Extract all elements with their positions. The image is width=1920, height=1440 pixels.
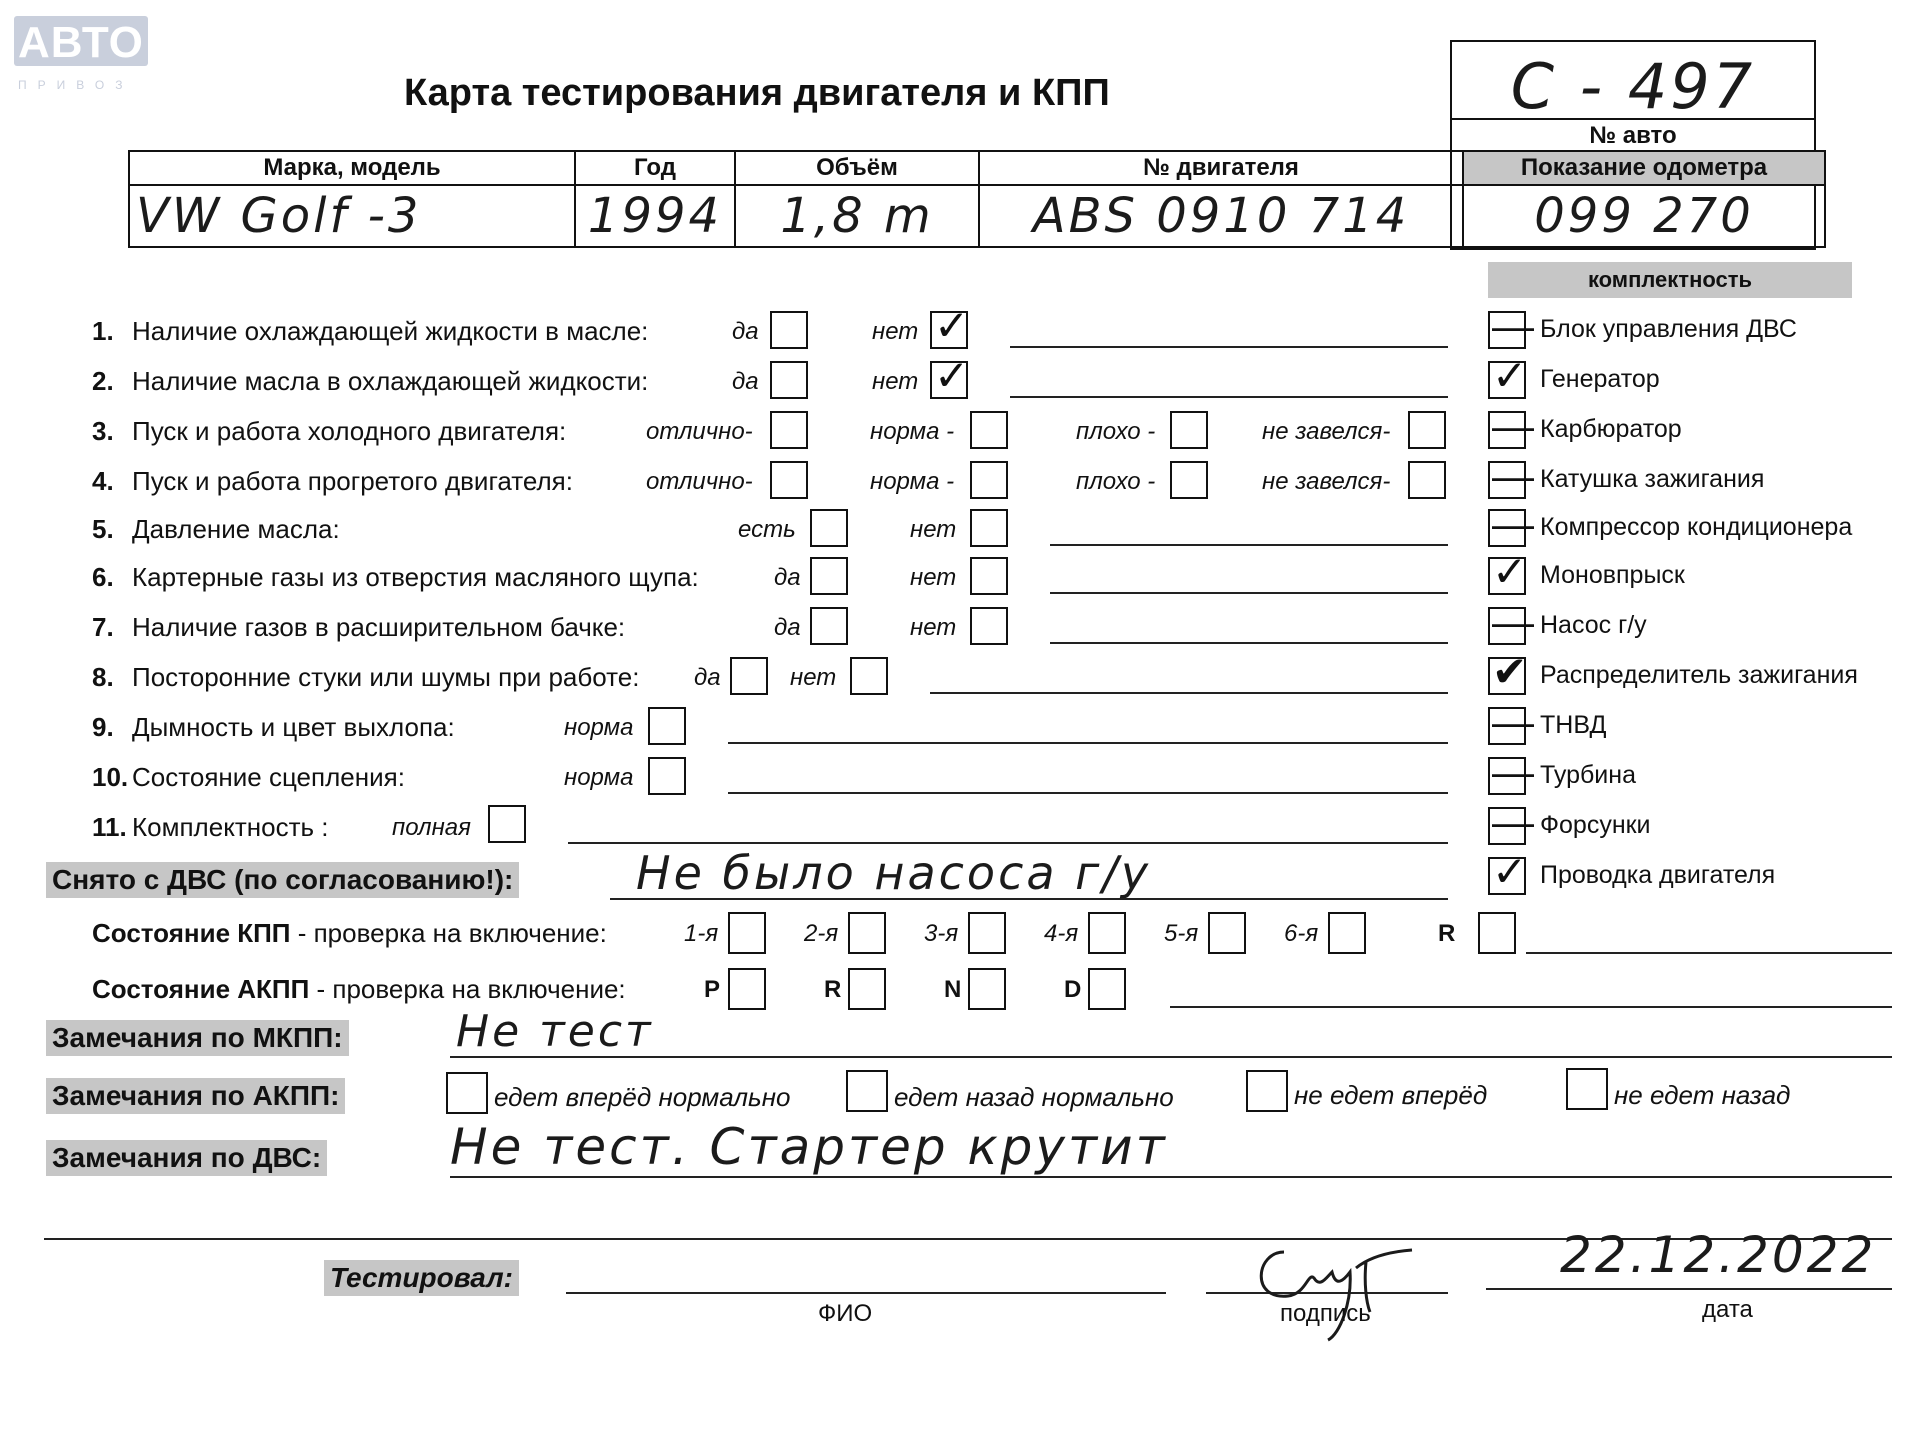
engine-header: № двигателя [979, 151, 1463, 185]
check-11-full-checkbox[interactable] [488, 805, 526, 843]
akpp-backward-ok: едет назад нормально [894, 1082, 1174, 1112]
check-4-num: 4. [92, 466, 114, 496]
check-10-norm: норма [564, 764, 634, 791]
kpp-gear-label: 3-я [924, 920, 959, 947]
remarks-dvs-value: Не тест. Стартер крутит [450, 1118, 1168, 1176]
check-3-excellent: отлично- [646, 418, 753, 445]
kpp-gear-checkbox[interactable] [1208, 912, 1246, 954]
check-4-norm: норма - [870, 468, 955, 495]
completeness-checkbox[interactable] [1488, 352, 1528, 399]
check-7-net: нет [910, 614, 957, 641]
check-6-net-checkbox[interactable] [970, 557, 1008, 595]
check-9-norm-checkbox[interactable] [648, 707, 686, 745]
akpp-gear-label: P [704, 976, 721, 1003]
dash-mark-icon: — [1492, 500, 1534, 547]
akpp-no-forward-checkbox[interactable] [1246, 1070, 1288, 1112]
check-1-line [1010, 346, 1448, 348]
check-3-bad: плохо - [1076, 418, 1156, 445]
check-5-net-checkbox[interactable] [970, 509, 1008, 547]
check-4-norm-checkbox[interactable] [970, 461, 1008, 499]
check-mark-icon: ✓ [934, 352, 970, 399]
odometer-value: 099 270 [1463, 185, 1825, 247]
check-9-label: Дымность и цвет выхлопа: [132, 712, 455, 742]
completeness-checkbox[interactable] [1488, 402, 1534, 449]
dash-mark-icon: — [1492, 302, 1534, 349]
dash-mark-icon: — [1492, 748, 1534, 795]
check-mark-icon: ✔ [1492, 648, 1528, 695]
check-4-nostart-checkbox[interactable] [1408, 461, 1446, 499]
date-label: дата [1702, 1296, 1753, 1323]
akpp-forward-ok: едет вперёд нормально [494, 1082, 791, 1112]
completeness-checkbox[interactable] [1488, 648, 1528, 695]
check-6-label: Картерные газы из отверстия масляного щупа: [132, 562, 699, 592]
completeness-item-label: Генератор [1540, 365, 1660, 393]
check-3-bad-checkbox[interactable] [1170, 411, 1208, 449]
make-header: Марка, модель [129, 151, 575, 185]
akpp-gear-checkbox[interactable] [848, 968, 886, 1010]
tested-label: Тестировал: [324, 1260, 519, 1296]
kpp-gear-label: 5-я [1164, 920, 1199, 947]
check-2-da-checkbox[interactable] [770, 361, 808, 399]
completeness-checkbox[interactable] [1488, 548, 1528, 595]
check-1-label: Наличие охлаждающей жидкости в масле: [132, 316, 649, 346]
completeness-item-label: Карбюратор [1540, 415, 1682, 443]
check-10-label: Состояние сцепления: [132, 762, 405, 792]
check-8-label: Посторонние стуки или шумы при работе: [132, 662, 640, 692]
check-5-est: есть [738, 516, 796, 543]
check-3-norm-checkbox[interactable] [970, 411, 1008, 449]
kpp-label-bold: Состояние КПП [92, 918, 291, 948]
check-2-net: нет [872, 368, 919, 395]
completeness-item-label: Блок управления ДВС [1540, 315, 1797, 343]
completeness-checkbox[interactable] [1488, 798, 1534, 845]
akpp-label-rest: - проверка на включение: [309, 974, 626, 1004]
akpp-no-backward-checkbox[interactable] [1566, 1068, 1608, 1110]
check-11-label: Комплектность : [132, 812, 329, 842]
check-8-da-checkbox[interactable] [730, 657, 768, 695]
signature-label: подпись [1280, 1300, 1371, 1327]
check-4-label: Пуск и работа прогретого двигателя: [132, 466, 573, 496]
vehicle-info-table [128, 150, 1826, 248]
kpp-label-rest: - проверка на включение: [290, 918, 607, 948]
check-7-da: да [774, 614, 801, 641]
dash-mark-icon: — [1492, 598, 1534, 645]
check-3-excellent-checkbox[interactable] [770, 411, 808, 449]
akpp-forward-ok-checkbox[interactable] [446, 1072, 488, 1114]
kpp-gear-checkbox[interactable] [1478, 912, 1516, 954]
check-mark-icon: ✓ [1492, 848, 1528, 895]
check-1-net-checkbox[interactable] [930, 302, 970, 349]
check-3-nostart: не завелся- [1262, 418, 1391, 445]
akpp-line [1170, 1006, 1892, 1008]
completeness-item-label: Турбина [1540, 761, 1636, 789]
page-title: Карта тестирования двигателя и КПП [404, 72, 1110, 114]
completeness-item-label: Форсунки [1540, 811, 1651, 839]
check-6-net: нет [910, 564, 957, 591]
logo-text: АВТО [18, 18, 144, 67]
fio-label: ФИО [818, 1300, 873, 1327]
remarks-dvs-line [450, 1176, 1892, 1178]
check-1-net: нет [872, 318, 919, 345]
completeness-checkbox[interactable] [1488, 598, 1534, 645]
dash-mark-icon: — [1492, 798, 1534, 845]
completeness-item-label: Моновпрыск [1540, 561, 1685, 589]
completeness-header: комплектность [1488, 262, 1852, 298]
kpp-gear-checkbox[interactable] [968, 912, 1006, 954]
remarks-mkpp-value: Не тест [456, 1006, 654, 1057]
kpp-line [1526, 952, 1892, 954]
check-3-num: 3. [92, 416, 114, 446]
akpp-label-bold: Состояние АКПП [92, 974, 310, 1004]
car-number-value: С - 497 [1510, 50, 1756, 123]
check-7-da-checkbox[interactable] [810, 607, 848, 645]
completeness-item-label: Компрессор кондиционера [1540, 513, 1853, 541]
removed-label: Снято с ДВС (по согласованию!): [46, 862, 519, 898]
dash-mark-icon: — [1492, 402, 1534, 449]
dash-mark-icon: — [1492, 452, 1534, 499]
completeness-checkbox[interactable] [1488, 848, 1528, 895]
engine-value: ABS 0910 714 [979, 185, 1463, 247]
completeness-item-label: Катушка зажигания [1540, 465, 1765, 493]
check-9-norm: норма [564, 714, 634, 741]
volume-header: Объём [735, 151, 979, 185]
akpp-gear-label: R [824, 976, 842, 1003]
check-8-da: да [694, 664, 721, 691]
check-7-label: Наличие газов в расширительном бачке: [132, 612, 626, 642]
check-6-da: да [774, 564, 801, 591]
completeness-item-label: Насос г/у [1540, 611, 1647, 639]
check-11-line [568, 842, 1448, 844]
akpp-backward-ok-checkbox[interactable] [846, 1070, 888, 1112]
remarks-mkpp-line [450, 1056, 1892, 1058]
check-5-label: Давление масла: [132, 514, 340, 544]
check-3-label: Пуск и работа холодного двигателя: [132, 416, 567, 446]
akpp-gear-checkbox[interactable] [728, 968, 766, 1010]
akpp-gear-checkbox[interactable] [968, 968, 1006, 1010]
check-11-full: полная [392, 814, 471, 841]
fio-line [566, 1292, 1166, 1294]
kpp-gear-label: 2-я [804, 920, 839, 947]
date-value: 22.12.2022 [1560, 1226, 1877, 1284]
akpp-gear-label: N [944, 976, 962, 1003]
check-4-bad: плохо - [1076, 468, 1156, 495]
completeness-checkbox[interactable] [1488, 500, 1534, 547]
car-number-divider [1452, 118, 1814, 120]
check-7-net-checkbox[interactable] [970, 607, 1008, 645]
check-7-line [1050, 642, 1448, 644]
check-3-nostart-checkbox[interactable] [1408, 411, 1446, 449]
year-value: 1994 [575, 185, 735, 247]
check-10-norm-checkbox[interactable] [648, 757, 686, 795]
kpp-gear-checkbox[interactable] [728, 912, 766, 954]
check-2-num: 2. [92, 366, 114, 396]
logo [14, 16, 148, 92]
check-8-net-checkbox[interactable] [850, 657, 888, 695]
check-1-num: 1. [92, 316, 114, 346]
check-2-line [1010, 396, 1448, 398]
check-10-num: 10. [92, 762, 129, 792]
remarks-dvs-label: Замечания по ДВС: [46, 1140, 327, 1176]
check-4-excellent: отлично- [646, 468, 753, 495]
akpp-gear-label: D [1064, 976, 1082, 1003]
completeness-checkbox[interactable] [1488, 452, 1534, 499]
check-9-line [728, 742, 1448, 744]
check-4-bad-checkbox[interactable] [1170, 461, 1208, 499]
check-2-net-checkbox[interactable] [930, 352, 970, 399]
completeness-checkbox[interactable] [1488, 302, 1534, 349]
akpp-label [92, 974, 626, 1005]
check-2-da: да [732, 368, 759, 395]
kpp-gear-label: 4-я [1044, 920, 1079, 947]
odometer-header: Показание одометра [1463, 151, 1825, 185]
check-2-label: Наличие масла в охлаждающей жидкости: [132, 366, 649, 396]
kpp-gear-label: 1-я [684, 920, 719, 947]
kpp-gear-checkbox[interactable] [1088, 912, 1126, 954]
check-8-line [930, 692, 1448, 694]
check-8-num: 8. [92, 662, 114, 692]
kpp-gear-checkbox[interactable] [848, 912, 886, 954]
check-7-num: 7. [92, 612, 114, 642]
check-5-line [1050, 544, 1448, 546]
check-6-da-checkbox[interactable] [810, 557, 848, 595]
check-9-num: 9. [92, 712, 114, 742]
logo-subtitle: ПРИВОЗ [18, 78, 134, 92]
check-8-net: нет [790, 664, 837, 691]
dash-mark-icon: — [1492, 698, 1534, 745]
remarks-mkpp-label: Замечания по МКПП: [46, 1020, 349, 1056]
check-5-num: 5. [92, 514, 114, 544]
kpp-label [92, 918, 607, 949]
completeness-checkbox[interactable] [1488, 748, 1534, 795]
volume-value: 1,8 m [735, 185, 979, 247]
check-1-da-checkbox[interactable] [770, 311, 808, 349]
removed-value: Не было насоса г/у [636, 846, 1152, 900]
check-6-num: 6. [92, 562, 114, 592]
check-1-da: да [732, 318, 759, 345]
check-5-net: нет [910, 516, 957, 543]
remarks-akpp-label: Замечания по АКПП: [46, 1078, 345, 1114]
kpp-gear-label: 6-я [1284, 920, 1319, 947]
check-6-line [1050, 592, 1448, 594]
akpp-gear-checkbox[interactable] [1088, 968, 1126, 1010]
akpp-no-backward: не едет назад [1614, 1080, 1791, 1110]
completeness-item-label: ТНВД [1540, 711, 1607, 739]
removed-line [610, 898, 1448, 900]
completeness-item-label: Распределитель зажигания [1540, 661, 1858, 689]
year-header: Год [575, 151, 735, 185]
check-5-est-checkbox[interactable] [810, 509, 848, 547]
make-value: VW Golf -3 [129, 185, 575, 247]
date-line [1486, 1288, 1892, 1290]
check-4-excellent-checkbox[interactable] [770, 461, 808, 499]
check-4-nostart: не завелся- [1262, 468, 1391, 495]
completeness-item-label: Проводка двигателя [1540, 861, 1776, 889]
kpp-gear-checkbox[interactable] [1328, 912, 1366, 954]
check-mark-icon: ✓ [934, 302, 970, 349]
kpp-gear-label: R [1438, 920, 1456, 947]
signature-mark [1236, 1222, 1436, 1352]
completeness-checkbox[interactable] [1488, 698, 1534, 745]
check-3-norm: норма - [870, 418, 955, 445]
check-11-num: 11. [92, 812, 127, 842]
check-mark-icon: ✓ [1492, 548, 1528, 595]
check-10-line [728, 792, 1448, 794]
akpp-no-forward: не едет вперёд [1294, 1080, 1488, 1110]
car-number-label: № авто [1589, 122, 1677, 149]
check-mark-icon: ✓ [1492, 352, 1528, 399]
